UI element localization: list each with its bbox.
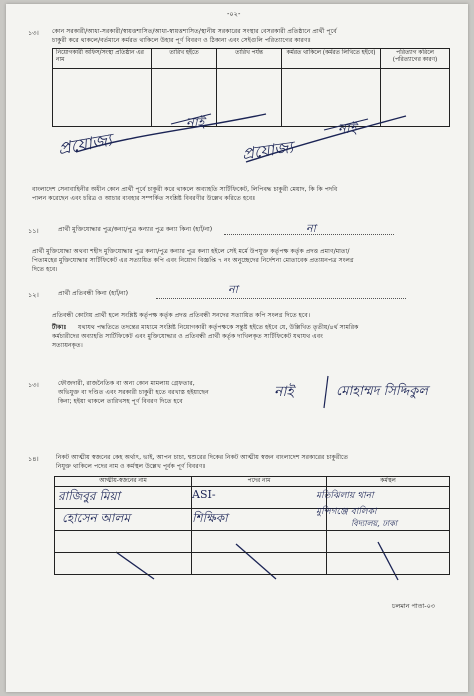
table-header-cell: নিয়োগকারী অফিস/সংস্থা প্রতিষ্ঠান এর নাম [53,49,152,69]
question-text: কোন সরকারী/আধা-সরকারী/স্বায়ত্তশাসিত/আধা-স্বায়ত্তশাসিত/স্থানীয় সরকারের সংস্থার বেসরকারী প্রতিষ্ঠানে প্রার্থী পূর্বে [52,28,337,35]
question-text: প্রার্থী মুক্তিযোদ্ধার পুত্র/কন্যা/পুত্র কন্যার পুত্র কন্যা কিনা (হ্যাঁ/না) [58,226,213,233]
paragraph-line: দিতে হবে। [32,266,58,273]
question-text: প্রার্থী প্রতিবন্ধী কিনা (হ্যাঁ/না) [58,290,129,297]
table-cell [217,69,282,127]
question-text: অভিযুক্ত বা দণ্ডিত এবং সরকারী চাকুরী হতে বরখাস্ত হইয়াছেন [58,389,209,396]
paragraph-line: প্রতিবন্ধী কোটায় প্রার্থী হলে সংশ্লিষ্ট কর্তৃপক্ষ কর্তৃক প্রদত্ত প্রতিবন্ধী সনদের সত্যায়িত কপি সংলগ্ন দিতে হবে। [52,312,311,319]
handwritten-entry: নাই [338,122,357,137]
handwritten-answer: না [306,222,316,235]
handwritten-entry: নাই [186,116,205,131]
item-number: ১৩। [28,381,39,389]
table-cell [282,69,381,127]
page-number: -০২- [227,10,241,18]
table-cell [55,553,192,575]
question-text: ফৌজদারী, রাজনৈতিক বা অন্য কোন মামলায় গ্রেফতার, [58,380,195,387]
table-row [55,553,450,575]
item-number: ১৩। [28,29,39,37]
paragraph-line: পালন করেছেন এবং চরিত্র ও আচার ব্যবহার সম্পর্কিত সংশ্লিষ্ট বিবরণীর উল্লেখ করিতে হবেঃ [32,195,256,202]
handwritten-answer: না [228,283,238,296]
table-cell [192,531,327,553]
table-header-row [55,477,450,487]
table-header-cell: আত্মীয়-স্বজনের নাম [55,477,192,487]
item-number: ১৪। [28,455,39,463]
handwritten-answer: নাই [274,384,294,400]
answer-line [156,298,406,299]
handwritten-entry: রাজিবুর মিয়া [58,489,120,503]
table-cell [152,69,217,127]
table-header-row [53,49,450,69]
continuation-note: চলমান পাতা-০৩ [392,602,435,610]
table-header-cell: কর্মরত থাকিলে (কর্মরত লিখিতে হইবে) [282,49,381,69]
table-header-cell: পদের নাম [192,477,327,487]
signature: মোহাম্মদ সিদ্দিকুল [336,384,428,399]
table-header-cell: তারিখ পর্যন্ত [217,49,282,69]
question-text: নিযুক্ত থাকিলে পদের নাম ও কর্মস্থল উল্লেখ পূর্বক পূর্ণ বিবরণঃ [56,463,206,470]
table-header-cell: তারিখ হইতে [152,49,217,69]
table-row [53,69,450,127]
table-cell [381,69,450,127]
table-header-cell: পরিত্যাগ করিলে (পরিত্যাগের কারণ) [381,49,450,69]
paragraph-line: যথাযথ পদ্ধতিতে তদন্তের মাধ্যমে সংশ্লিষ্ট নিয়োগকারী কর্তৃপক্ষকে সন্তুষ্ট হইতে হইবে যে, উল্লিখিত তৃতীয়/৪র্থ সামরিক [78,324,359,331]
table-cell [55,531,192,553]
paragraph-line: কর্মচারীদের অব্যাহতি সার্টিফিকেট এবং মুক্তিযোদ্ধার ও প্রতিবন্ধী প্রার্থী কর্তৃক দাখিলকৃত সার্টিফিকেট যথাযথ এবং [52,333,323,340]
handwritten-entry: হোসেন আলম [62,511,130,525]
note-label: টীকাঃ [52,324,67,331]
handwritten-entry: মতিঝিলায় থানা [316,491,374,501]
question-text: কিনা; হইয়া থাকলে তারিখসহ পূর্ণ বিবরণ দিতে হবে [58,398,183,405]
handwritten-entry: প্রযোজ্য [240,137,295,164]
item-number: ১১। [28,227,39,235]
question-text: নিকট আত্মীয় স্বজনের কেহ অর্থাৎ, ভাই, আপন চাচা, শ্বশুরের দিকের নিকট আত্মীয় স্বজন বাংলাদেশ সরকারের চাকুরীতে [56,454,349,461]
handwritten-entry: বিদ্যালয়, ঢাকা [351,519,398,528]
handwritten-entry: প্রযোজ্য [56,130,114,160]
table-cell [327,531,450,553]
table-cell [327,553,450,575]
table-header-cell: কর্মস্থল [327,477,450,487]
table-cell [53,69,152,127]
paragraph-line: বাংলাদেশ সেনাবাহিনীর অধীন কোন প্রার্থী পূর্বে চাকুরী করে থাকলে অব্যাহতি সার্টিফিকেট, লিপিবদ্ধ চাকুরী মেয়াদ, কি কি পদবি [32,186,338,193]
item-number: ১২। [28,291,39,299]
paragraph-line: প্রার্থী মুক্তিযোদ্ধা অথবা শহীদ মুক্তিযোদ্ধার পুত্র কন্যা/পুত্র কন্যার পুত্র কন্যা হইলে সেই মর্মে উপযুক্ত কর্তৃপক্ষ কর্তৃক প্রদত্ত প্রমাণ/মাতা/ [32,248,350,255]
paragraph-line: সত্যায়নকৃত। [52,342,83,349]
document-page [6,4,468,692]
question-text: চাকুরী করে থাকলে/বর্তমানে কর্মরত থাকিলে উহার পূর্ণ বিবরণ ও ঠিকানা এবং সেইগুলি পরিত্যাগের কারণঃ [52,37,311,44]
table-cell [192,553,327,575]
handwritten-entry: ASI- [192,488,216,501]
handwritten-entry: শিক্ষিকা [192,511,228,525]
handwritten-entry: মুন্সিগঞ্জে বালিকা [316,507,377,517]
table-row [55,531,450,553]
employment-table [52,48,450,127]
paragraph-line: পিতামহের মুক্তিযোদ্ধার সার্টিফিকেট এর সত্যায়িত কপি এবং নিয়োগ বিজ্ঞপ্তি ৭ নং অনুচ্ছেদের নির্দেশনা মোতাবেক প্রত্যয়নপত্র সংলগ্ন [32,257,354,264]
